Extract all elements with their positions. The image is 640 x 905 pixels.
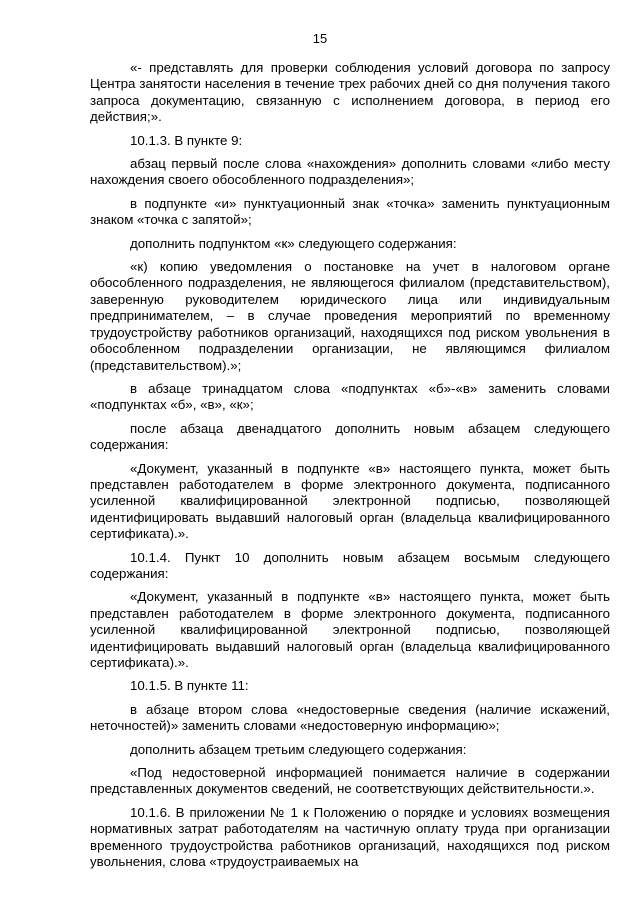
paragraph-8: после абзаца двенадцатого дополнить новым абзацем следующего содержания: (90, 420, 610, 453)
paragraph-1: «- представлять для проверки соблюдения условий договора по запросу Центра занятости населения в течение трех рабочих дней со дня получения такого запроса документацию, связанную с исполнением договора, в период его действия;». (90, 60, 610, 125)
paragraph-14: дополнить абзацем третьим следующего содержания: (130, 741, 467, 757)
document-body (90, 60, 610, 876)
paragraph-5: дополнить подпунктом «к» следующего содержания: (130, 235, 457, 251)
paragraph-11: «Документ, указанный в подпункте «в» настоящего пункта, может быть представлен работодателем в форме электронного документа, подписанного усиленной квалифицированной электронной подписью, позволяющей идентифицировать выдавший налоговый орган (владельца квалифицированного сертификата).». (90, 589, 610, 670)
paragraph-12: 10.1.5. В пункте 11: (130, 678, 249, 694)
paragraph-2: 10.1.3. В пункте 9: (130, 132, 243, 148)
paragraph-3: абзац первый после слова «нахождения» дополнить словами «либо месту нахождения своего обособленного подразделения»; (90, 156, 610, 188)
page-number: 15 (312, 31, 328, 46)
paragraph-9: «Документ, указанный в подпункте «в» настоящего пункта, может быть представлен работодателем в форме электронного документа, подписанного усиленной квалифицированной электронной подписью, позволяющей идентифицировать выдавший налоговый орган (владельца квалифицированного сертификата).». (90, 460, 610, 542)
paragraph-6: «к) копию уведомления о постановке на учет в налоговом органе обособленного подразделения, не являющегося филиалом (представительством), заверенную руководителем юридического лица или индивидуальным предпринимателем, – в случае проведения мероприятий по временному трудоустройству работников организаций, находящихся под риском увольнения в обособленном подразделении организации, не являющимся филиалом (представительством).»; (90, 259, 610, 373)
paragraph-15: «Под недостоверной информацией понимается наличие в содержании представленных документов сведений, не соответствующих действительности.». (90, 765, 610, 797)
paragraph-4: в подпункте «и» пунктуационный знак «точка» заменить пунктуационным знаком «точка с запятой»; (90, 195, 610, 228)
paragraph-16: 10.1.6. В приложении № 1 к Положению о порядке и условиях возмещения нормативных затрат работодателям на частичную оплату труда при организации временного трудоустройства работников организаций, находящихся под риском увольнения, слова «трудоустраиваемых на (90, 804, 610, 870)
paragraph-7: в абзаце тринадцатом слова «подпунктах «б»-«в» заменить словами «подпунктах «б», «в», «к»; (90, 380, 610, 413)
paragraph-10: 10.1.4. Пункт 10 дополнить новым абзацем восьмым следующего содержания: (90, 549, 610, 581)
paragraph-13: в абзаце втором слова «недостоверные сведения (наличие искажений, неточностей)» заменить словами «недостоверную информацию»; (90, 701, 610, 734)
